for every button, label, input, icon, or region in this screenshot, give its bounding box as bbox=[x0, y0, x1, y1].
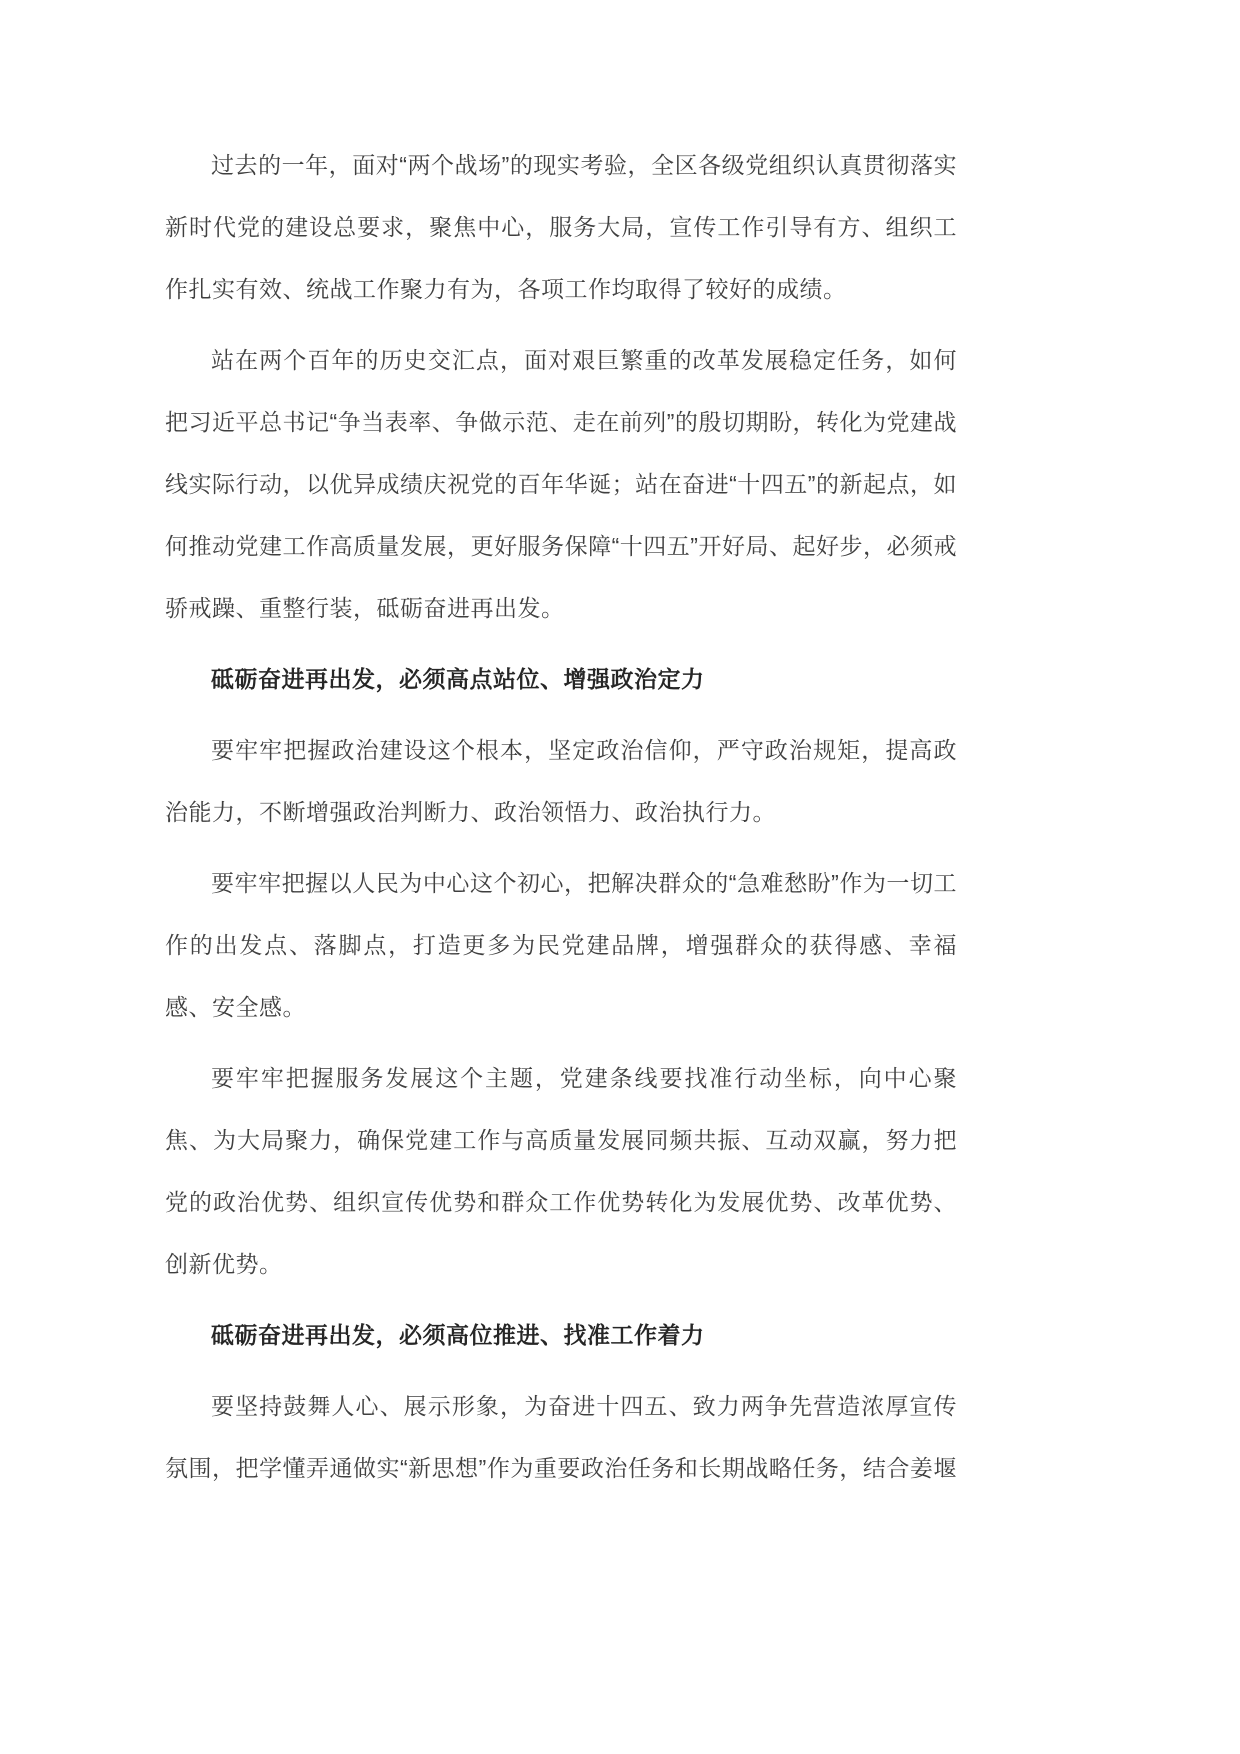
paragraph: 过去的一年，面对“两个战场”的现实考验，全区各级党组织认真贯彻落实新时代党的建设总要求，聚焦中心，服务大局，宣传工作引导有方、组织工作扎实有效、统战工作聚力有为，各项工作均取得了较好的成绩。 bbox=[165, 152, 957, 302]
paragraph: 要牢牢把握政治建设这个根本，坚定政治信仰，严守政治规矩，提高政治能力，不断增强政治判断力、政治领悟力、政治执行力。 bbox=[165, 737, 957, 825]
paragraph: 要坚持鼓舞人心、展示形象，为奋进十四五、致力两争先营造浓厚宣传氛围，把学懂弄通做实“新思想”作为重要政治任务和长期战略任务，结合姜堰 bbox=[165, 1393, 957, 1481]
section-heading: 砥砺奋进再出发，必须高位推进、找准工作着力 bbox=[211, 1322, 705, 1348]
section-heading: 砥砺奋进再出发，必须高点站位、增强政治定力 bbox=[211, 666, 705, 692]
paragraph: 要牢牢把握服务发展这个主题，党建条线要找准行动坐标，向中心聚焦、为大局聚力，确保党建工作与高质量发展同频共振、互动双赢，努力把党的政治优势、组织宣传优势和群众工作优势转化为发展优势、改革优势、创新优势。 bbox=[165, 1065, 957, 1277]
paragraph: 站在两个百年的历史交汇点，面对艰巨繁重的改革发展稳定任务，如何把习近平总书记“争当表率、争做示范、走在前列”的殷切期盼，转化为党建战线实际行动，以优异成绩庆祝党的百年华诞；站在奋进“十四五”的新起点，如何推动党建工作高质量发展，更好服务保障“十四五”开好局、起好步，必须戒骄戒躁、重整行装，砥砺奋进再出发。 bbox=[165, 347, 957, 621]
document-page bbox=[165, 134, 957, 1508]
paragraph: 要牢牢把握以人民为中心这个初心，把解决群众的“急难愁盼”作为一切工作的出发点、落脚点，打造更多为民党建品牌，增强群众的获得感、幸福感、安全感。 bbox=[165, 870, 957, 1020]
